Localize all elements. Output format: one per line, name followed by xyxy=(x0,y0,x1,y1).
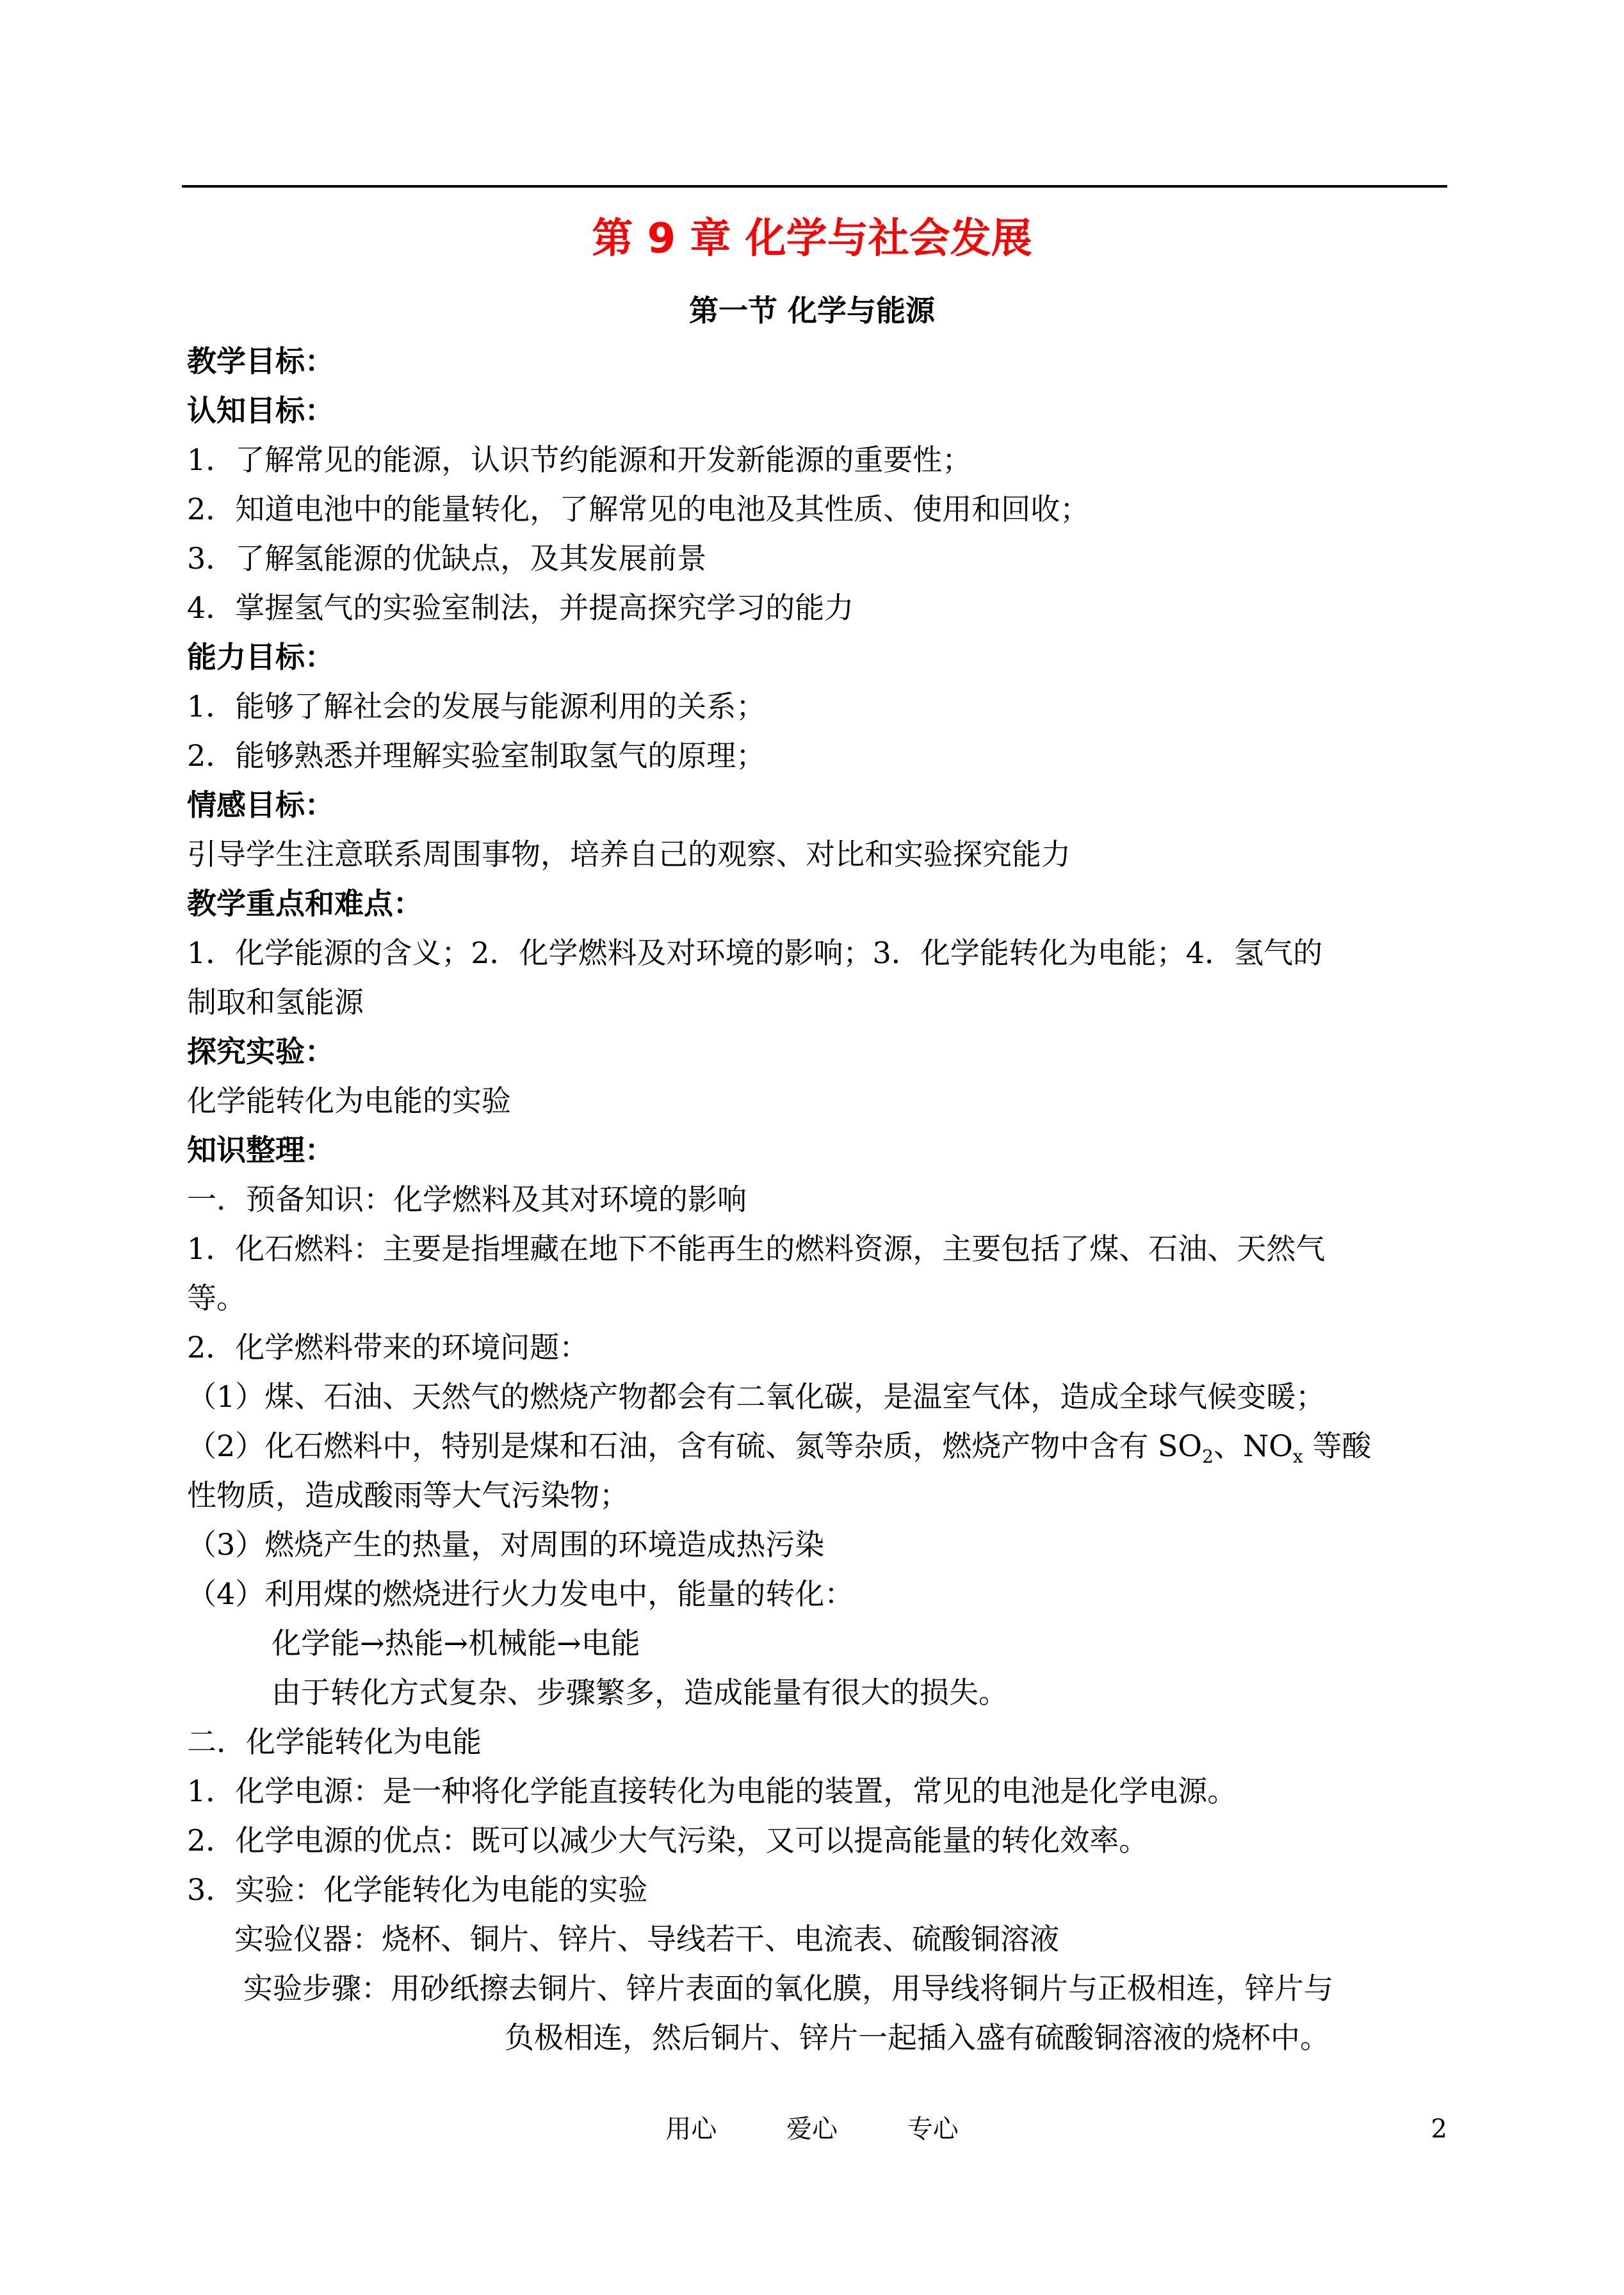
cognitive-goal-item: 4．掌握氢气的实验室制法，并提高探究学习的能力 xyxy=(187,590,854,625)
footer-motto-item: 用心 xyxy=(665,2114,717,2144)
environment-issue-item xyxy=(187,1422,1449,1471)
environment-issue-item-continued: 性物质，造成酸雨等大气污染物； xyxy=(187,1478,629,1512)
environment-issue-text: 、NO xyxy=(1213,1429,1293,1463)
teaching-goals-heading: 教学目标： xyxy=(187,344,334,378)
page-number: 2 xyxy=(1431,2114,1447,2144)
environment-issue-text: （2）化石燃料中，特别是煤和石油，含有硫、氮等杂质，燃烧产物中含有 SO xyxy=(187,1429,1203,1463)
key-points-text-continued: 制取和氢能源 xyxy=(187,985,364,1019)
environment-issues-title: 2．化学燃料带来的环境问题： xyxy=(187,1330,589,1365)
experiment-equipment: 实验仪器：烧杯、铜片、锌片、导线若干、电流表、硫酸铜溶液 xyxy=(234,1922,1059,1956)
cognitive-goal-item: 2．知道电池中的能量转化，了解常见的电池及其性质、使用和回收； xyxy=(187,492,1090,526)
cognitive-goal-item: 3．了解氢能源的优缺点，及其发展前景 xyxy=(187,541,707,576)
experiment-text: 化学能转化为电能的实验 xyxy=(187,1083,511,1118)
experiment-title: 3．实验：化学能转化为电能的实验 xyxy=(187,1872,648,1907)
energy-loss-note: 由于转化方式复杂、步骤繁多，造成能量有很大的损失。 xyxy=(272,1675,1008,1710)
fossil-fuel-definition: 1．化石燃料：主要是指埋藏在地下不能再生的燃料资源，主要包括了煤、石油、天然气 xyxy=(187,1231,1326,1266)
knowledge-part1-title: 一．预备知识：化学燃料及其对环境的影响 xyxy=(187,1182,747,1217)
fossil-fuel-definition-continued: 等。 xyxy=(187,1281,246,1315)
experiment-steps: 实验步骤：用砂纸擦去铜片、锌片表面的氧化膜，用导线将铜片与正极相连，锌片与 xyxy=(243,1971,1333,2006)
ability-goals-heading: 能力目标： xyxy=(187,640,334,674)
section-title: 第一节 化学与能源 xyxy=(688,293,935,328)
experiment-heading: 探究实验： xyxy=(187,1034,334,1069)
ability-goal-item: 1．能够了解社会的发展与能源利用的关系； xyxy=(187,689,766,724)
footer-motto xyxy=(0,2110,1624,2148)
environment-issue-item: （4）利用煤的燃烧进行火力发电中，能量的转化： xyxy=(187,1577,854,1611)
ability-goal-item: 2．能够熟悉并理解实验室制取氢气的原理； xyxy=(187,738,766,773)
knowledge-part2-title: 二．化学能转化为电能 xyxy=(187,1724,482,1759)
chemical-power-source-advantages: 2．化学电源的优点：既可以减少大气污染，又可以提高能量的转化效率。 xyxy=(187,1823,1149,1858)
subscript: x xyxy=(1292,1446,1303,1468)
page-footer xyxy=(0,2110,1624,2148)
emotion-goals-text: 引导学生注意联系周围事物，培养自己的观察、对比和实验探究能力 xyxy=(187,837,1071,872)
cognitive-goals-heading: 认知目标： xyxy=(187,393,334,428)
footer-motto-item: 专心 xyxy=(907,2114,959,2144)
environment-issue-item: （1）煤、石油、天然气的燃烧产物都会有二氧化碳，是温室气体，造成全球气候变暖； xyxy=(187,1379,1326,1414)
document-body xyxy=(187,337,1449,2063)
cognitive-goal-item: 1．了解常见的能源，认识节约能源和开发新能源的重要性； xyxy=(187,442,972,477)
subscript: 2 xyxy=(1202,1446,1214,1468)
experiment-steps-continued: 负极相连，然后铜片、锌片一起插入盛有硫酸铜溶液的烧杯中。 xyxy=(505,2020,1329,2055)
chapter-title: 第 9 章 化学与社会发展 xyxy=(592,215,1032,263)
key-points-text: 1．化学能源的含义；2．化学燃料及对环境的影响；3．化学能转化为电能；4．氢气的 xyxy=(187,936,1323,970)
footer-motto-item: 爱心 xyxy=(786,2114,838,2144)
key-points-heading: 教学重点和难点： xyxy=(187,886,423,921)
environment-issue-text: 等酸 xyxy=(1303,1429,1372,1463)
energy-conversion-chain: 化学能→热能→机械能→电能 xyxy=(272,1626,640,1660)
header-rule xyxy=(182,185,1447,188)
emotion-goals-heading: 情感目标： xyxy=(187,788,334,822)
chemical-power-source-definition: 1．化学电源：是一种将化学能直接转化为电能的装置，常见的电池是化学电源。 xyxy=(187,1774,1237,1808)
knowledge-heading: 知识整理： xyxy=(187,1133,334,1167)
environment-issue-item: （3）燃烧产生的热量，对周围的环境造成热污染 xyxy=(187,1527,825,1562)
